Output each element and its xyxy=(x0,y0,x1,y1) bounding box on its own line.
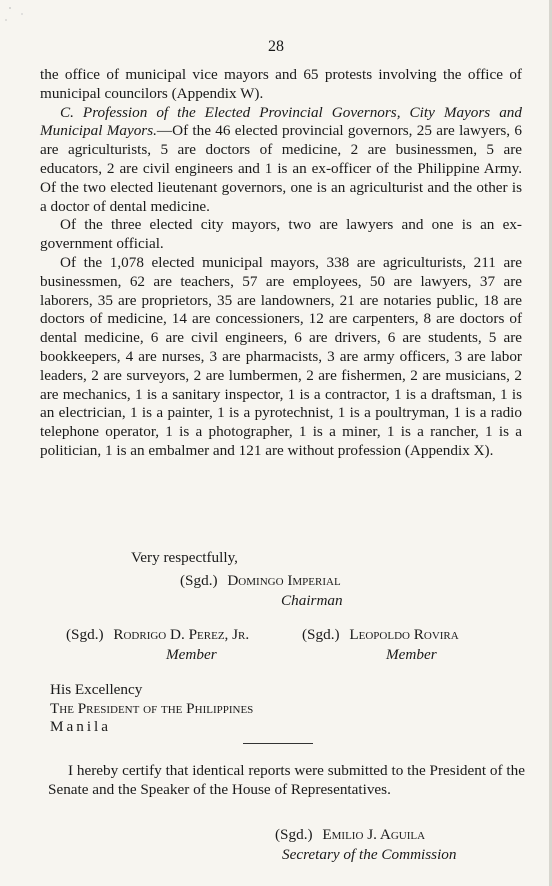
section-divider xyxy=(243,743,313,744)
signatory-title: Secretary of the Commission xyxy=(282,846,457,863)
page-number: 28 xyxy=(268,38,284,55)
signatory-name: Domingo Imperial xyxy=(227,572,341,589)
member-signature-perez xyxy=(66,626,249,664)
chairman-signature xyxy=(180,572,343,610)
signatory-title: Member xyxy=(166,646,217,663)
signatory-name: Rodrigo D. Perez, Jr. xyxy=(113,626,250,643)
signatory-title: Chairman xyxy=(281,592,343,609)
sgd-label: (Sgd.) xyxy=(66,626,104,643)
section-text: —Of the 46 elected provincial governors, 25 are lawyers, 6 are agriculturists, 5 are doctors of medicine, 2 are businessmen, 5 are educators, 2 are civil engineers and 1 is an ex-officer of the Philippine Army. Of the two elected lieutenant governors, one is an agriculturist and the other is a doctor of dental medicine. xyxy=(40,122,522,215)
paragraph-appendix-w: the office of municipal vice mayors and 65 protests involving the office of municipal councilors (Appendix W). xyxy=(40,66,522,102)
sgd-label: (Sgd.) xyxy=(302,626,340,643)
member-signature-rovira xyxy=(302,626,459,664)
addressee-city: Manila xyxy=(50,718,112,735)
paragraph-municipal-mayors: Of the 1,078 elected municipal mayors, 338 are agriculturists, 211 are businessmen, 62 are teachers, 57 are employees, 50 are lawyers, 37 are laborers, 35 are proprietors, 35 are landowners, 21 are notaries public, 18 are doctors of medicine, 14 are concessioners, 12 are carpenters, 8 are doctors of dental medicine, 6 are civil engineers, 6 are drivers, 6 are students, 5 are bookkeepers, 4 are nurses, 3 are pharmacists, 3 are army officers, 3 are labor leaders, 2 are surveyors, 2 are lumbermen, 2 are fishermen, 2 are musicians, 2 are mechanics, 1 is a sanitary inspector, 1 is a contractor, 1 is a draftsman, 1 is an electrician, 1 is a painter, 1 is a pyrotechnist, 1 is a poultryman, 1 is a radio telephone operator, 1 is a photographer, 1 is a miner, 1 is a rancher, 1 is a politician, 1 is an embalmer and 121 are without profession (Appendix X). xyxy=(40,253,522,459)
sgd-label: (Sgd.) xyxy=(180,572,218,589)
scan-speckle xyxy=(0,0,40,30)
report-body xyxy=(40,66,522,461)
signatory-title: Member xyxy=(386,646,437,663)
certification-paragraph: I hereby certify that identical reports were submitted to the President of the Senate and the Speaker of the House of Representatives. xyxy=(48,762,525,798)
addressee-block xyxy=(50,681,253,737)
signatory-name: Leopoldo Rovira xyxy=(349,626,459,643)
signatory-name: Emilio J. Aguila xyxy=(322,826,426,843)
closing-salutation: Very respectfully, xyxy=(131,549,238,566)
section-heading: C. Profession of the Elected Provincial Governors, City Mayors and Municipal Mayors. xyxy=(40,103,522,140)
secretary-signature xyxy=(275,826,457,864)
addressee-title: The President of the Philippines xyxy=(50,699,254,717)
sgd-label: (Sgd.) xyxy=(275,826,313,843)
addressee-honorific: His Excellency xyxy=(50,681,143,698)
paragraph-city-mayors: Of the three elected city mayors, two are lawyers and one is an ex-government official. xyxy=(40,216,522,253)
paragraph-professions-governors xyxy=(40,104,522,217)
